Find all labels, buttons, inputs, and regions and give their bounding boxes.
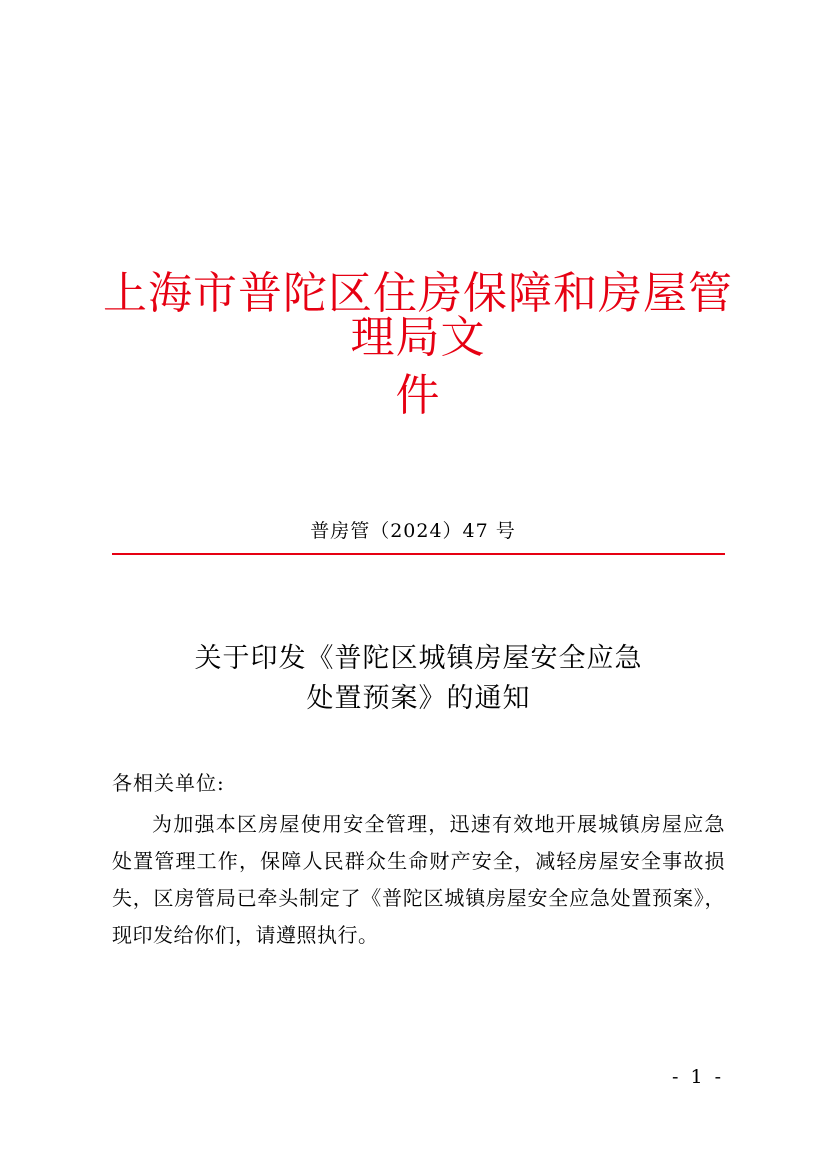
- document-number: 普房管（2024）47 号: [310, 520, 516, 542]
- notice-title-line2: 处置预案》的通知: [306, 683, 531, 714]
- issuer-title-line1: 上海市普陀区住房保障和房屋管理局文: [103, 268, 733, 363]
- salutation: 各相关单位:: [112, 771, 225, 795]
- page-number: - 1 -: [671, 1066, 724, 1088]
- body-paragraph: 为加强本区房屋使用安全管理，迅速有效地开展城镇房屋应急处置管理工作，保障人民群众生命财产安全，减轻房屋安全事故损失，区房管局已牵头制定了《普陀区城镇房屋安全应急处置预案》，现印发给你们，请遵照执行。: [112, 812, 725, 947]
- issuer-title-line2: 件: [395, 370, 441, 421]
- notice-title-line1: 关于印发《普陀区城镇房屋安全应急: [194, 643, 643, 674]
- red-separator-line: [112, 553, 725, 555]
